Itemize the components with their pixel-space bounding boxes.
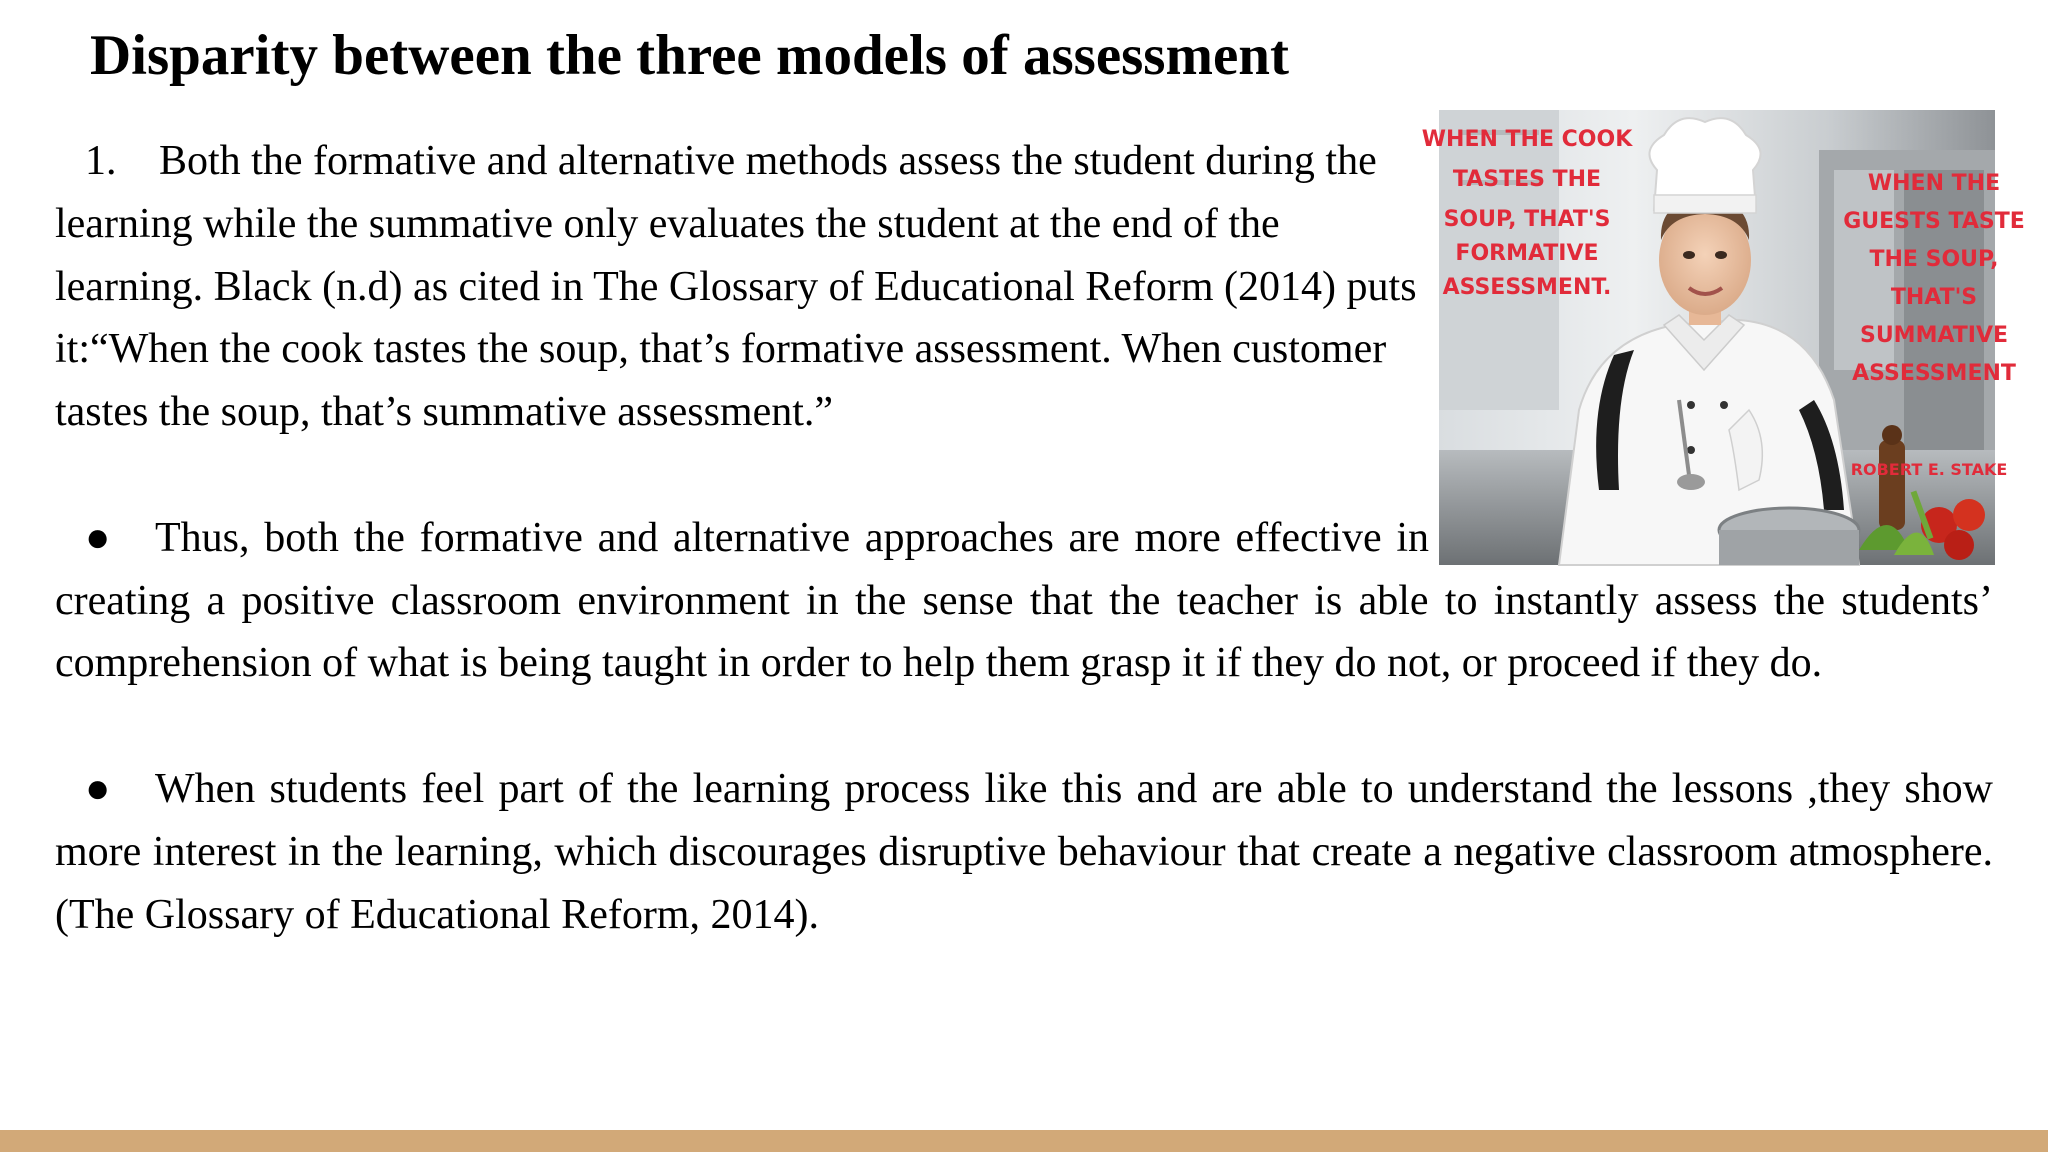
- caption-left-line-1: WHEN THE COOK: [1421, 127, 1633, 152]
- caption-left-line-3: SOUP, THAT'S: [1443, 207, 1611, 232]
- point-1-text: Both the formative and alternative methods assess the student during the learning while the summative only evaluates the student at the end of the learning. Black (n.d) as cited in The Glossary of Educational Reform (2014) puts it:“When the cook tastes the soup, that’s formative assessment. When customer tastes the soup, that’s summative assessment.”: [55, 138, 1417, 436]
- caption-left-line-4: FORMATIVE: [1455, 241, 1599, 266]
- chef-tasting-soup-image: [1421, 110, 2025, 565]
- point-2-bullet: ●: [85, 514, 111, 561]
- caption-right-line-2: GUESTS TASTE: [1843, 209, 2025, 234]
- caption-right-line-1: WHEN THE: [1867, 171, 2001, 196]
- caption-right-line-5: SUMMATIVE: [1859, 323, 2009, 348]
- caption-left-line-5: ASSESSMENT.: [1442, 275, 1612, 300]
- caption-left-line-2: TASTES THE: [1452, 167, 1602, 192]
- point-3-paragraph: [55, 758, 1993, 946]
- footer-accent-bar: [0, 1130, 2048, 1152]
- caption-right-line-6: ASSESSMENT: [1852, 361, 2016, 386]
- caption-right-line-3: THE SOUP,: [1869, 247, 1999, 272]
- point-3-bullet: ●: [85, 765, 111, 812]
- chef-illustration: [1421, 110, 2025, 565]
- point-2-text: Thus, both the formative and alternative approaches are more effective in creating a positive classroom environment in the sense that the teacher is able to instantly assess the students’ comprehension of what is being taught in order to help them grasp it if they do not, or proceed if they do.: [55, 514, 1993, 687]
- slide-title: Disparity between the three models of assessment: [90, 24, 1289, 87]
- slide-body: [55, 127, 2025, 946]
- caption-right-line-4: THAT'S: [1890, 285, 1978, 310]
- point-3-text: When students feel part of the learning process like this and are able to understand the lessons ,they show more interest in the learning, which discourages disruptive behaviour that create a negative classroom atmosphere. (The Glossary of Educational Reform, 2014).: [55, 765, 1993, 938]
- point-1-number: 1.: [85, 138, 117, 184]
- image-attribution: ROBERT E. STAKE: [1850, 460, 2008, 479]
- point-1-paragraph: [55, 130, 1455, 444]
